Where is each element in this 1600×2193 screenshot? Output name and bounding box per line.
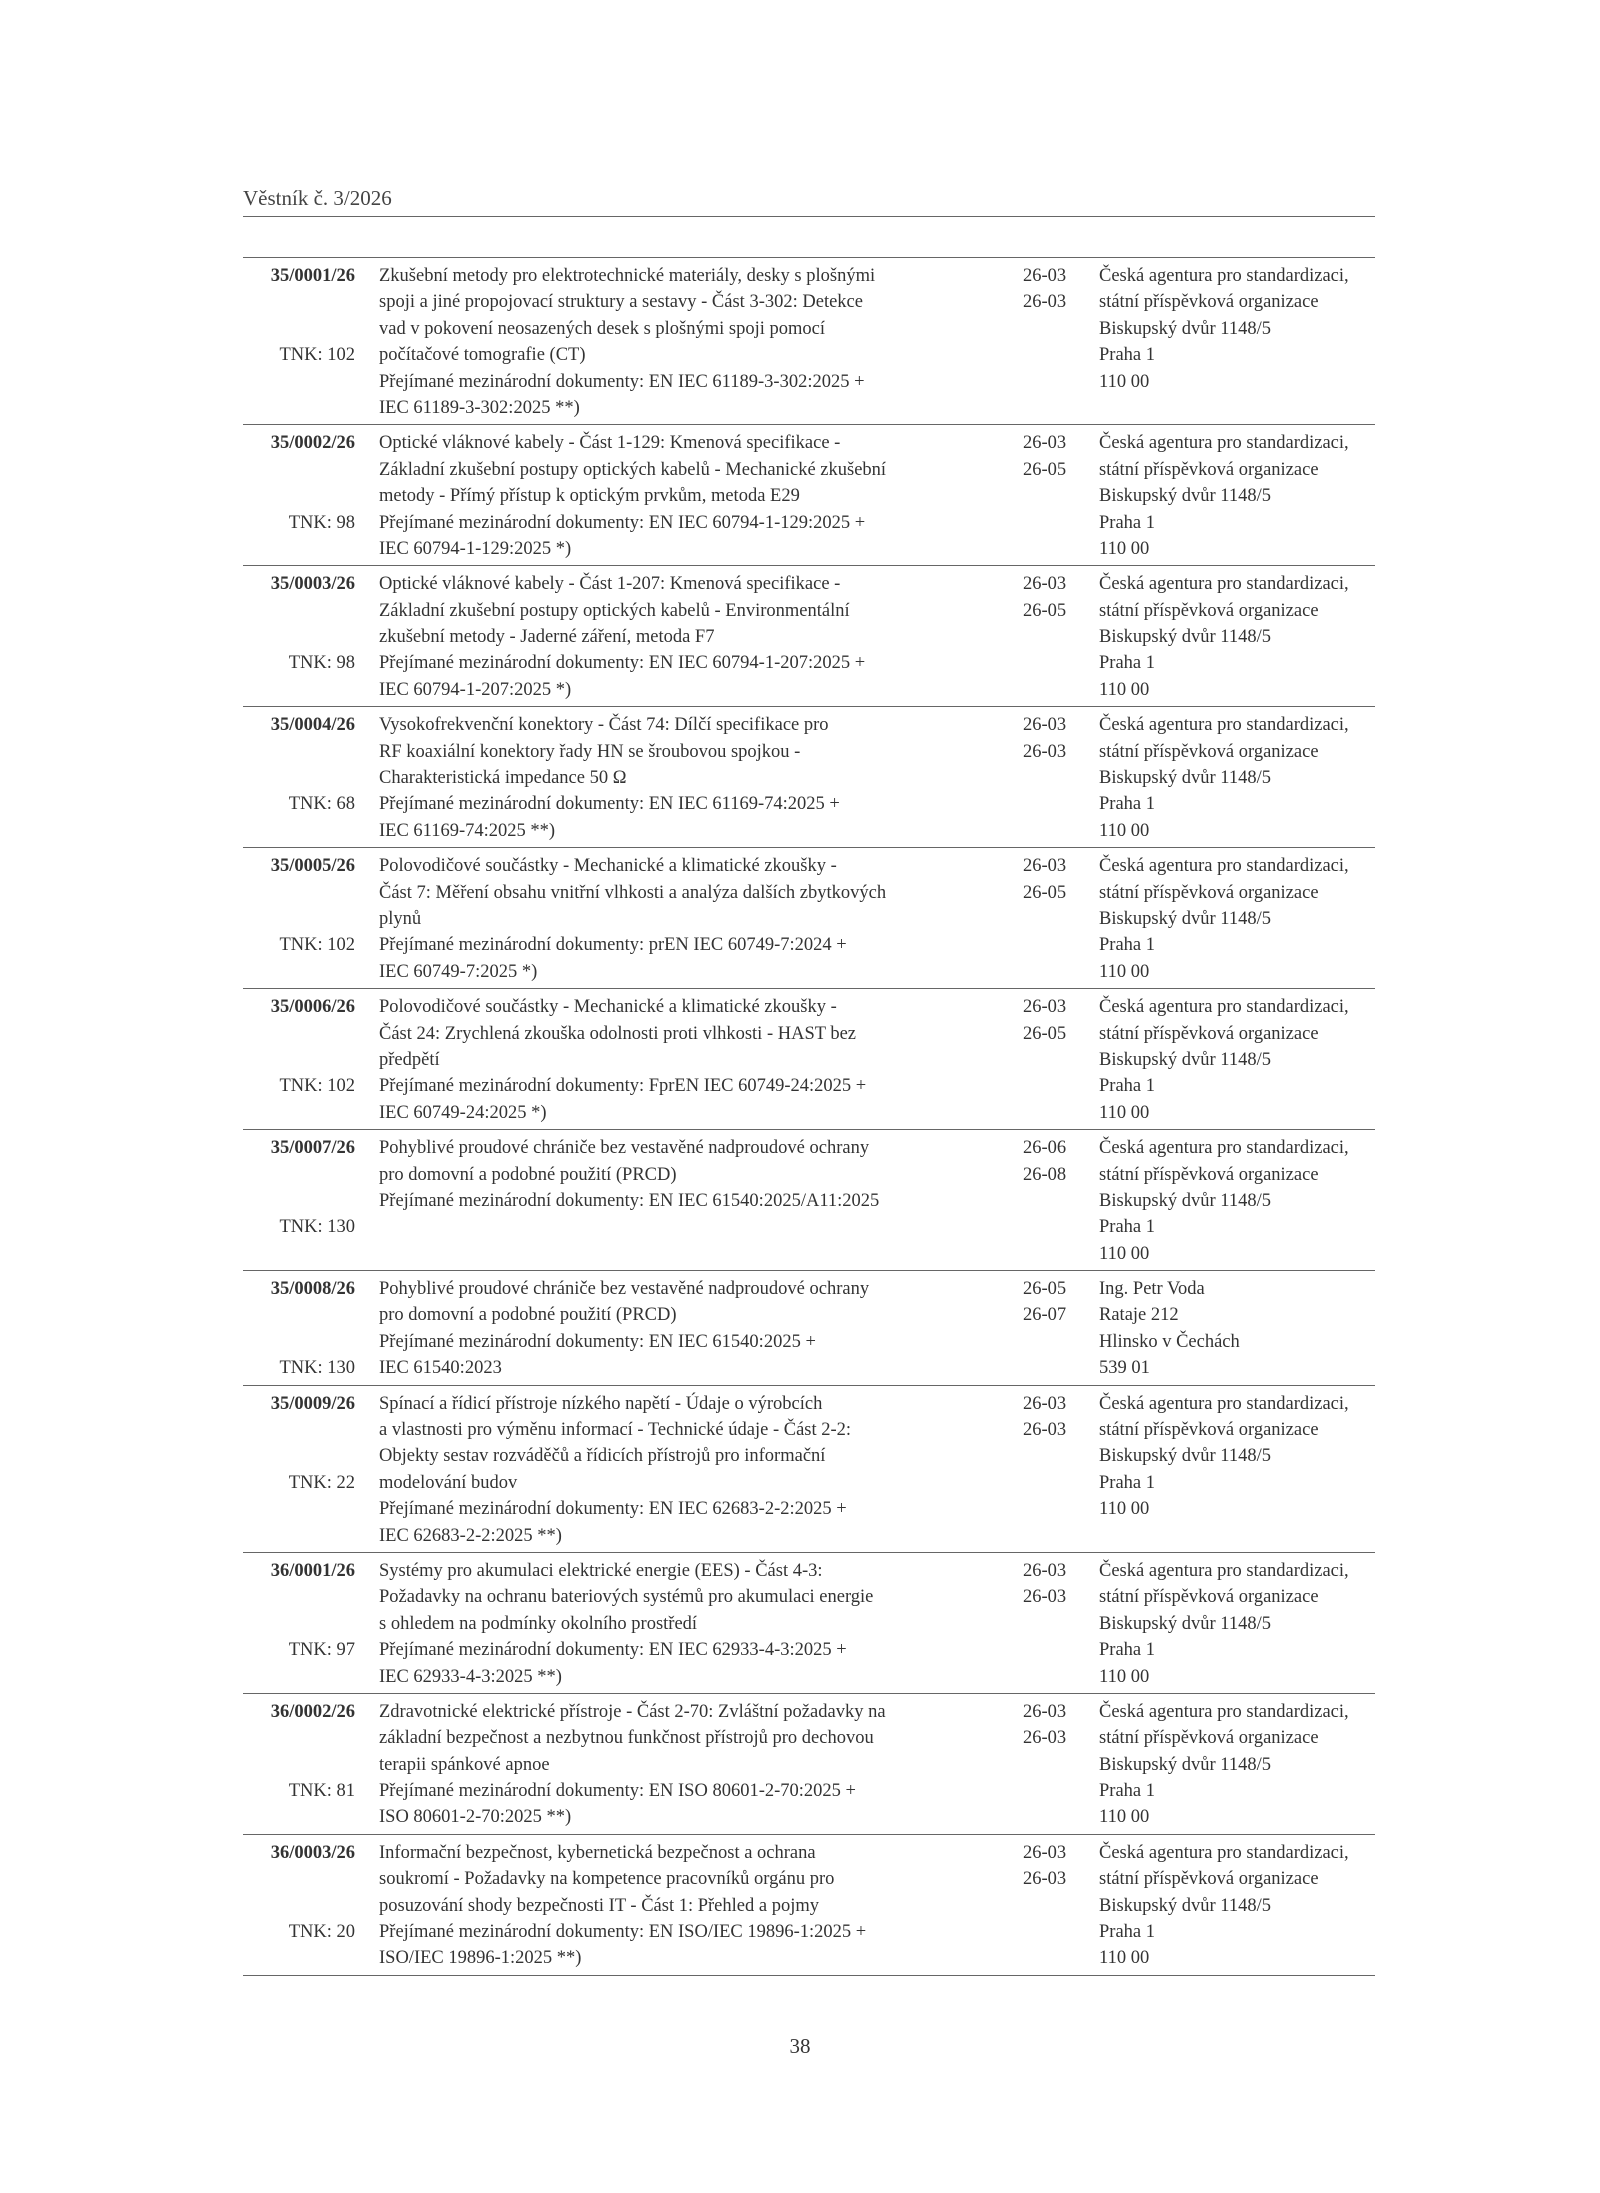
organization-line: Praha 1 (1099, 512, 1155, 533)
organization-line: Praha 1 (1099, 345, 1155, 366)
description-line: ISO 80601-2-70:2025 **) (379, 1807, 572, 1828)
description-column (379, 1276, 999, 1382)
spacer (243, 959, 355, 985)
organization-column (1099, 1840, 1375, 1972)
dates-column (1023, 571, 1083, 703)
tnk-number: TNK: 102 (279, 345, 355, 366)
description-line: soukromí - Požadavky na kompetence pracovníků orgánu pro (379, 1869, 835, 1890)
organization-line: státní příspěvková organizace (1099, 600, 1319, 621)
date-code: 26-03 (1023, 1560, 1067, 1581)
id-column (243, 712, 355, 844)
description-line: metody - Přímý přístup k optickým prvkům, metoda E29 (379, 486, 800, 507)
description-line: vad v pokovení neosazených desek s plošnými spoji pomocí (379, 318, 825, 339)
dates-column (1023, 430, 1083, 562)
organization-line: Česká agentura pro standardizaci, (1099, 266, 1349, 286)
description-line: pro domovní a podobné použití (PRCD) (379, 1164, 677, 1185)
spacer (243, 1611, 355, 1637)
date-code: 26-05 (1023, 882, 1067, 903)
description-line: spoji a jiné propojovací struktury a sestavy - Část 3-302: Detekce (379, 292, 863, 313)
organization-line: 110 00 (1099, 371, 1150, 392)
description-line: Přejímané mezinárodní dokumenty: EN IEC 61169-74:2025 + (379, 794, 840, 815)
description-line: Charakteristická impedance 50 Ω (379, 768, 627, 789)
organization-line: Biskupský dvůr 1148/5 (1099, 486, 1271, 507)
description-line: Základní zkušební postupy optických kabelů - Environmentální (379, 600, 850, 621)
description-line: Systémy pro akumulaci elektrické energie (EES) - Část 4-3: (379, 1560, 823, 1581)
id-column (243, 1558, 355, 1690)
description-line: IEC 60749-24:2025 *) (379, 1102, 547, 1123)
standards-table (243, 257, 1375, 1976)
description-line: Přejímané mezinárodní dokumenty: EN IEC 60794-1-207:2025 + (379, 653, 866, 674)
organization-line: státní příspěvková organizace (1099, 1164, 1319, 1185)
organization-column (1099, 1135, 1375, 1267)
organization-column (1099, 994, 1375, 1126)
organization-line: Biskupský dvůr 1148/5 (1099, 627, 1271, 648)
description-line: modelování budov (379, 1472, 518, 1493)
spacer (243, 1302, 355, 1328)
organization-line: Biskupský dvůr 1148/5 (1099, 318, 1271, 339)
organization-line: Česká agentura pro standardizaci, (1099, 1560, 1349, 1581)
table-row (243, 258, 1375, 425)
description-line: Základní zkušební postupy optických kabelů - Mechanické zkušební (379, 459, 887, 480)
bulletin-title: Věstník č. 3/2026 (243, 186, 392, 210)
spacer (243, 289, 355, 315)
description-line: Přejímané mezinárodní dokumenty: EN IEC 61189-3-302:2025 + (379, 371, 865, 392)
date-code: 26-03 (1023, 1587, 1067, 1608)
organization-line: Česká agentura pro standardizaci, (1099, 1701, 1349, 1722)
organization-line: 110 00 (1099, 1948, 1150, 1969)
organization-line: Praha 1 (1099, 1781, 1155, 1802)
description-line: IEC 61169-74:2025 **) (379, 820, 556, 841)
organization-line: Česká agentura pro standardizaci, (1099, 715, 1349, 736)
table-row (243, 989, 1375, 1130)
organization-column (1099, 1558, 1375, 1690)
spacer (243, 1664, 355, 1690)
dates-column (1023, 1276, 1083, 1382)
tnk-number: TNK: 102 (279, 1076, 355, 1097)
spacer (243, 739, 355, 765)
date-code: 26-03 (1023, 433, 1067, 454)
date-code: 26-03 (1023, 741, 1067, 762)
description-line: posuzování shody bezpečnosti IT - Část 1: Přehled a pojmy (379, 1895, 819, 1916)
spacer (243, 1523, 355, 1549)
organization-line: státní příspěvková organizace (1099, 1023, 1319, 1044)
spacer (243, 677, 355, 703)
organization-line: Česká agentura pro standardizaci, (1099, 433, 1349, 454)
standard-id: 35/0007/26 (270, 1138, 355, 1159)
description-line: pro domovní a podobné použití (PRCD) (379, 1305, 677, 1326)
id-column (243, 853, 355, 985)
spacer (243, 1329, 355, 1355)
spacer (243, 765, 355, 791)
spacer (243, 906, 355, 932)
spacer (243, 624, 355, 650)
organization-line: Česká agentura pro standardizaci, (1099, 1138, 1349, 1159)
organization-line: Praha 1 (1099, 1217, 1155, 1238)
spacer (243, 483, 355, 509)
description-line: IEC 62683-2-2:2025 **) (379, 1525, 562, 1546)
organization-line: Biskupský dvůr 1148/5 (1099, 1895, 1271, 1916)
spacer (243, 1584, 355, 1610)
date-code: 26-05 (1023, 1279, 1067, 1300)
description-column (379, 853, 999, 985)
organization-column (1099, 430, 1375, 562)
spacer (243, 1893, 355, 1919)
spacer (243, 1241, 355, 1267)
description-line: Přejímané mezinárodní dokumenty: EN IEC 61540:2025 + (379, 1331, 816, 1352)
description-line: Přejímané mezinárodní dokumenty: EN ISO/IEC 19896-1:2025 + (379, 1922, 867, 1943)
description-line: Vysokofrekvenční konektory - Část 74: Dílčí specifikace pro (379, 715, 829, 736)
organization-line: 110 00 (1099, 1499, 1150, 1520)
date-code: 26-03 (1023, 266, 1067, 286)
organization-line: státní příspěvková organizace (1099, 1728, 1319, 1749)
description-line: IEC 60749-7:2025 *) (379, 961, 538, 982)
description-line: Přejímané mezinárodní dokumenty: EN IEC 60794-1-129:2025 + (379, 512, 866, 533)
organization-line: Biskupský dvůr 1148/5 (1099, 1049, 1271, 1070)
organization-column (1099, 263, 1375, 421)
organization-line: 110 00 (1099, 961, 1150, 982)
table-row (243, 425, 1375, 566)
description-line: Přejímané mezinárodní dokumenty: EN IEC 62683-2-2:2025 + (379, 1499, 847, 1520)
description-column (379, 712, 999, 844)
standard-id: 35/0004/26 (270, 715, 355, 736)
spacer (243, 1866, 355, 1892)
organization-line: 110 00 (1099, 1666, 1150, 1687)
description-line: počítačové tomografie (CT) (379, 345, 586, 366)
table-row (243, 1553, 1375, 1694)
description-column (379, 1135, 999, 1267)
spacer (243, 1188, 355, 1214)
organization-line: státní příspěvková organizace (1099, 1420, 1319, 1441)
organization-line: Biskupský dvůr 1148/5 (1099, 1446, 1271, 1467)
description-line: Zkušební metody pro elektrotechnické materiály, desky s plošnými (379, 266, 876, 286)
dates-column (1023, 1699, 1083, 1831)
date-code: 26-08 (1023, 1164, 1067, 1185)
description-line: Požadavky na ochranu bateriových systémů pro akumulaci energie (379, 1587, 874, 1608)
organization-line: Biskupský dvůr 1148/5 (1099, 1613, 1271, 1634)
dates-column (1023, 1840, 1083, 1972)
id-column (243, 571, 355, 703)
description-line: Přejímané mezinárodní dokumenty: EN IEC 62933-4-3:2025 + (379, 1640, 847, 1661)
description-line: Spínací a řídicí přístroje nízkého napětí - Údaje o výrobcích (379, 1393, 823, 1414)
description-line: zkušební metody - Jaderné záření, metoda F7 (379, 627, 715, 648)
table-row (243, 1835, 1375, 1976)
spacer (243, 536, 355, 562)
standard-id: 36/0003/26 (270, 1842, 355, 1863)
spacer (243, 316, 355, 342)
spacer (243, 1047, 355, 1073)
organization-line: Biskupský dvůr 1148/5 (1099, 1754, 1271, 1775)
date-code: 26-03 (1023, 997, 1067, 1018)
description-line: Přejímané mezinárodní dokumenty: prEN IEC 60749-7:2024 + (379, 935, 847, 956)
spacer (243, 1443, 355, 1469)
organization-line: Ing. Petr Voda (1099, 1279, 1205, 1300)
description-column (379, 263, 999, 421)
organization-line: Česká agentura pro standardizaci, (1099, 997, 1349, 1018)
table-row (243, 1271, 1375, 1386)
date-code: 26-03 (1023, 1869, 1067, 1890)
description-column (379, 994, 999, 1126)
description-line: Pohyblivé proudové chrániče bez vestavěné nadproudové ochrany (379, 1138, 870, 1159)
spacer (243, 395, 355, 421)
spacer (243, 1725, 355, 1751)
organization-line: Praha 1 (1099, 935, 1155, 956)
dates-column (1023, 853, 1083, 985)
spacer (243, 369, 355, 395)
date-code: 26-03 (1023, 292, 1067, 313)
description-line: Část 24: Zrychlená zkouška odolnosti proti vlhkosti - HAST bez (379, 1023, 856, 1044)
organization-line: státní příspěvková organizace (1099, 882, 1319, 903)
table-row (243, 1130, 1375, 1271)
page-number: 38 (789, 2034, 811, 2058)
id-column (243, 1840, 355, 1972)
organization-line: Hlinsko v Čechách (1099, 1331, 1240, 1352)
tnk-number: TNK: 97 (288, 1640, 355, 1661)
date-code: 26-03 (1023, 856, 1067, 877)
date-code: 26-05 (1023, 1023, 1067, 1044)
organization-line: Praha 1 (1099, 653, 1155, 674)
organization-line: 110 00 (1099, 538, 1150, 559)
date-code: 26-03 (1023, 1701, 1067, 1722)
organization-line: Praha 1 (1099, 1076, 1155, 1097)
organization-line: Praha 1 (1099, 1922, 1155, 1943)
id-column (243, 1276, 355, 1382)
dates-column (1023, 994, 1083, 1126)
description-line: Zdravotnické elektrické přístroje - Část 2-70: Zvláštní požadavky na (379, 1701, 886, 1722)
dates-column (1023, 712, 1083, 844)
description-column (379, 1391, 999, 1549)
date-code: 26-07 (1023, 1305, 1067, 1326)
organization-line: 110 00 (1099, 1243, 1150, 1264)
spacer (243, 1021, 355, 1047)
spacer (243, 1804, 355, 1830)
organization-line: Biskupský dvůr 1148/5 (1099, 768, 1271, 789)
description-line: základní bezpečnost a nezbytnou funkčnost přístrojů pro dechovou (379, 1728, 874, 1749)
date-code: 26-03 (1023, 574, 1067, 595)
organization-column (1099, 571, 1375, 703)
description-line: s ohledem na podmínky okolního prostředí (379, 1613, 698, 1634)
organization-line: 110 00 (1099, 820, 1150, 841)
organization-line: 110 00 (1099, 1807, 1150, 1828)
tnk-number: TNK: 68 (288, 794, 355, 815)
dates-column (1023, 1135, 1083, 1267)
tnk-number: TNK: 81 (288, 1781, 355, 1802)
organization-line: státní příspěvková organizace (1099, 1587, 1319, 1608)
organization-line: 110 00 (1099, 1102, 1150, 1123)
description-line: Optické vláknové kabely - Část 1-129: Kmenová specifikace - (379, 433, 841, 454)
description-line: IEC 62933-4-3:2025 **) (379, 1666, 562, 1687)
spacer (243, 1162, 355, 1188)
description-line: terapii spánkové apnoe (379, 1754, 550, 1775)
id-column (243, 1391, 355, 1549)
standard-id: 36/0002/26 (270, 1701, 355, 1722)
table-row (243, 1386, 1375, 1553)
spacer (243, 1945, 355, 1971)
organization-line: státní příspěvková organizace (1099, 741, 1319, 762)
description-column (379, 1840, 999, 1972)
description-line: IEC 60794-1-207:2025 *) (379, 679, 572, 700)
description-line: RF koaxiální konektory řady HN se šroubovou spojkou - (379, 741, 801, 762)
spacer (243, 880, 355, 906)
table-row (243, 848, 1375, 989)
dates-column (1023, 263, 1083, 421)
description-column (379, 571, 999, 703)
date-code: 26-06 (1023, 1138, 1067, 1159)
description-line: Přejímané mezinárodní dokumenty: EN ISO 80601-2-70:2025 + (379, 1781, 856, 1802)
description-column (379, 430, 999, 562)
table-row (243, 707, 1375, 848)
date-code: 26-03 (1023, 1842, 1067, 1863)
table-row (243, 1694, 1375, 1835)
organization-column (1099, 1276, 1375, 1382)
spacer (243, 818, 355, 844)
standard-id: 35/0005/26 (270, 856, 355, 877)
organization-line: státní příspěvková organizace (1099, 292, 1319, 313)
dates-column (1023, 1391, 1083, 1549)
description-line: Přejímané mezinárodní dokumenty: EN IEC 61540:2025/A11:2025 (379, 1190, 880, 1211)
date-code: 26-05 (1023, 600, 1067, 621)
description-line: a vlastnosti pro výměnu informací - Technické údaje - Část 2-2: (379, 1420, 852, 1441)
tnk-number: TNK: 98 (288, 653, 355, 674)
organization-line: Biskupský dvůr 1148/5 (1099, 1190, 1271, 1211)
description-line: Polovodičové součástky - Mechanické a klimatické zkoušky - (379, 997, 837, 1018)
description-line: IEC 60794-1-129:2025 *) (379, 538, 572, 559)
description-line: ISO/IEC 19896-1:2025 **) (379, 1948, 582, 1969)
tnk-number: TNK: 20 (288, 1922, 355, 1943)
description-line: Pohyblivé proudové chrániče bez vestavěné nadproudové ochrany (379, 1279, 870, 1300)
description-line: Polovodičové součástky - Mechanické a klimatické zkoušky - (379, 856, 837, 877)
id-column (243, 994, 355, 1126)
description-line: plynů (379, 908, 422, 929)
date-code: 26-03 (1023, 1728, 1067, 1749)
description-line: IEC 61540:2023 (379, 1358, 502, 1379)
description-column (379, 1558, 999, 1690)
id-column (243, 430, 355, 562)
description-line: Část 7: Měření obsahu vnitřní vlhkosti a analýza dalších zbytkových (379, 882, 887, 903)
description-line: Objekty sestav rozváděčů a řídicích přístrojů pro informační (379, 1446, 826, 1467)
id-column (243, 1699, 355, 1831)
spacer (243, 1496, 355, 1522)
header-rule (243, 216, 1375, 217)
spacer (243, 1100, 355, 1126)
spacer (243, 1417, 355, 1443)
description-line: předpětí (379, 1049, 440, 1070)
date-code: 26-03 (1023, 1420, 1067, 1441)
table-row (243, 566, 1375, 707)
organization-column (1099, 712, 1375, 844)
organization-line: Česká agentura pro standardizaci, (1099, 574, 1349, 595)
description-line: Informační bezpečnost, kybernetická bezpečnost a ochrana (379, 1842, 816, 1863)
standard-id: 35/0002/26 (270, 433, 355, 454)
date-code: 26-05 (1023, 459, 1067, 480)
organization-line: Rataje 212 (1099, 1305, 1179, 1326)
organization-line: Biskupský dvůr 1148/5 (1099, 908, 1271, 929)
tnk-number: TNK: 130 (279, 1217, 355, 1238)
description-line: Optické vláknové kabely - Část 1-207: Kmenová specifikace - (379, 574, 841, 595)
organization-line: státní příspěvková organizace (1099, 1869, 1319, 1890)
dates-column (1023, 1558, 1083, 1690)
standard-id: 36/0001/26 (270, 1560, 355, 1581)
description-column (379, 1699, 999, 1831)
organization-column (1099, 1699, 1375, 1831)
organization-line: Praha 1 (1099, 1640, 1155, 1661)
standard-id: 35/0009/26 (270, 1393, 355, 1414)
spacer (243, 598, 355, 624)
spacer (243, 457, 355, 483)
organization-line: Česká agentura pro standardizaci, (1099, 856, 1349, 877)
id-column (243, 1135, 355, 1267)
standard-id: 35/0006/26 (270, 997, 355, 1018)
organization-line: státní příspěvková organizace (1099, 459, 1319, 480)
date-code: 26-03 (1023, 715, 1067, 736)
date-code: 26-03 (1023, 1393, 1067, 1414)
spacer (243, 1752, 355, 1778)
organization-line: 110 00 (1099, 679, 1150, 700)
organization-line: Praha 1 (1099, 794, 1155, 815)
organization-line: Česká agentura pro standardizaci, (1099, 1393, 1349, 1414)
id-column (243, 263, 355, 421)
organization-column (1099, 853, 1375, 985)
standard-id: 35/0001/26 (270, 266, 355, 286)
organization-column (1099, 1391, 1375, 1549)
tnk-number: TNK: 22 (288, 1472, 355, 1493)
organization-line: Praha 1 (1099, 1472, 1155, 1493)
tnk-number: TNK: 102 (279, 935, 355, 956)
organization-line: Česká agentura pro standardizaci, (1099, 1842, 1349, 1863)
organization-line: 539 01 (1099, 1358, 1150, 1379)
standard-id: 35/0008/26 (270, 1279, 355, 1300)
tnk-number: TNK: 130 (279, 1358, 355, 1379)
tnk-number: TNK: 98 (288, 512, 355, 533)
description-line: Přejímané mezinárodní dokumenty: FprEN IEC 60749-24:2025 + (379, 1076, 867, 1097)
standard-id: 35/0003/26 (270, 574, 355, 595)
description-line: IEC 61189-3-302:2025 **) (379, 397, 580, 418)
